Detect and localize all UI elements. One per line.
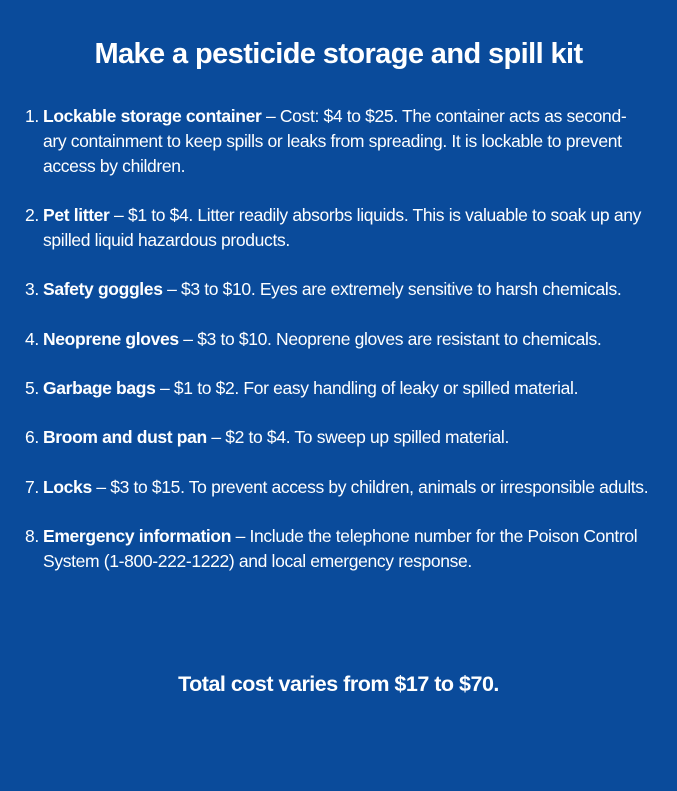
item-number: 1. (25, 106, 39, 126)
item-name: Locks (43, 477, 92, 497)
item-number: 4. (25, 329, 39, 349)
item-description: – $2 to $4. To sweep up spilled material. (206, 427, 509, 447)
item-number: 8. (25, 526, 39, 546)
list-item (0, 425, 677, 450)
item-name: Neoprene gloves (43, 329, 179, 349)
item-name: Safety goggles (43, 279, 163, 299)
item-description: – $1 to $4. Litter readily absorbs liquids. This is valuable to soak up any spilled liquid hazardous products. (43, 205, 641, 250)
item-number: 5. (25, 378, 39, 398)
item-description: – $1 to $2. For easy handling of leaky or spilled material. (155, 378, 579, 398)
item-number: 2. (25, 205, 39, 225)
total-cost: Total cost varies from $17 to $70. (178, 672, 499, 696)
list-item (0, 203, 677, 253)
page-title: Make a pesticide storage and spill kit (94, 38, 583, 70)
item-number: 3. (25, 279, 39, 299)
item-description: – $3 to $10. Eyes are extremely sensitive to harsh chemicals. (162, 279, 622, 299)
item-name: Garbage bags (43, 378, 156, 398)
item-description: – Cost: $4 to $25. The container acts as second-ary containment to keep spills or leaks from spreading. It is lockable to prevent access by children. (43, 106, 627, 176)
item-number: 6. (25, 427, 39, 447)
item-name: Pet litter (43, 205, 110, 225)
item-description: – $3 to $15. To prevent access by children, animals or irresponsible adults. (91, 477, 649, 497)
list-item (0, 376, 677, 401)
item-name: Broom and dust pan (43, 427, 207, 447)
item-name: Lockable storage container (43, 106, 262, 126)
kit-item-list (0, 104, 677, 598)
list-item (0, 104, 677, 179)
item-description: – Include the telephone number for the Poison Control System (1-800-222-1222) and local emergency response. (43, 526, 638, 571)
item-name: Emergency information (43, 526, 232, 546)
list-item (0, 475, 677, 500)
item-number: 7. (25, 477, 39, 497)
item-description: – $3 to $10. Neoprene gloves are resistant to chemicals. (178, 329, 602, 349)
list-item (0, 524, 677, 574)
list-item (0, 277, 677, 302)
list-item (0, 327, 677, 352)
